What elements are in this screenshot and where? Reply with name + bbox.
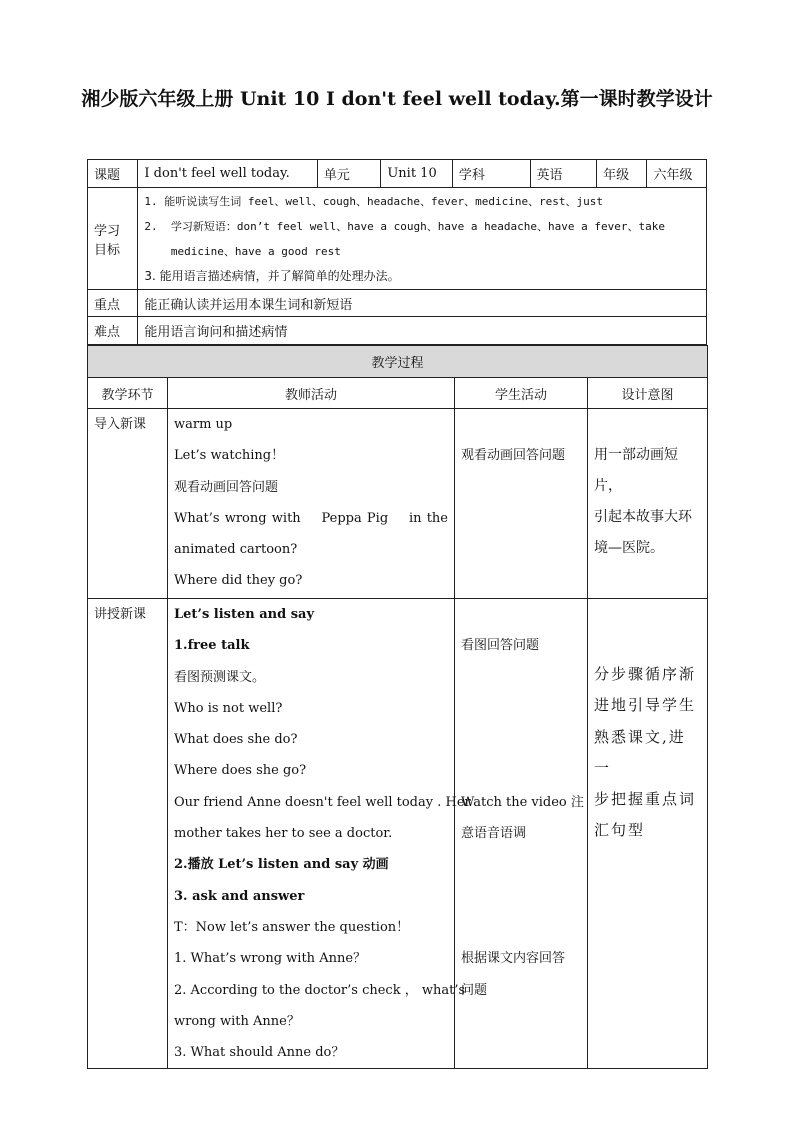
objectives-list bbox=[138, 188, 707, 290]
objective-item: 3. 能用语言描述病情，并了解简单的处理办法。 bbox=[144, 268, 400, 283]
objectives-label-line: 目标 bbox=[94, 242, 121, 258]
teacher-line: T：Now let’s answer the question！ bbox=[174, 919, 410, 935]
subject-value: 英语 bbox=[530, 160, 597, 188]
teacher-line: 看图预测课文。 bbox=[174, 669, 266, 685]
grade-label: 年级 bbox=[597, 160, 647, 188]
student-line bbox=[461, 503, 581, 534]
teacher-line: 1. What’s wrong with Anne？ bbox=[174, 951, 367, 967]
objectives-label-line: 学习 bbox=[94, 223, 121, 239]
student-line bbox=[461, 724, 581, 755]
stage-cell: 讲授新课 bbox=[88, 599, 168, 1069]
intent-line: 用一部动画短片， bbox=[594, 447, 678, 494]
teacher-line: animated cartoon? bbox=[174, 542, 298, 558]
student-line: 观看动画回答问题 bbox=[461, 448, 566, 463]
student-line bbox=[461, 912, 581, 943]
intent-line: 熟悉课文,进一 bbox=[594, 727, 686, 777]
student-line bbox=[461, 662, 581, 693]
teacher-line: wrong with Anne？ bbox=[174, 1013, 300, 1029]
student-line: 看图回答问题 bbox=[461, 638, 540, 654]
teacher-line: 2.播放 Let’s listen and say 动画 bbox=[174, 857, 389, 873]
student-line: 根据课文内容回答 bbox=[461, 951, 566, 967]
intent-line: 分步骤循序渐 bbox=[594, 665, 697, 683]
objective-item: 1. 能听说读写生词 feel、well、cough、headache、fever、medicine、rest、just bbox=[144, 194, 604, 208]
document-title: 湘少版六年级上册 Unit 10 I don't feel well today.第一课时教学设计 bbox=[81, 88, 713, 110]
objective-item: 2. 学习新短语：don’t feel well、have a cough、have a headache、have a fever、take bbox=[144, 219, 666, 233]
student-line: Watch the video 注 bbox=[461, 794, 584, 810]
process-header: 教学过程 bbox=[88, 346, 708, 378]
student-line: 问题 bbox=[461, 982, 488, 998]
table-row bbox=[88, 599, 708, 1069]
col-student-header: 学生活动 bbox=[455, 378, 588, 409]
teacher-line: 3. What should Anne do？ bbox=[174, 1045, 345, 1061]
intent-cell bbox=[588, 409, 708, 599]
teacher-line: What does she do? bbox=[174, 732, 298, 748]
teacher-line: 1.free talk bbox=[174, 638, 250, 654]
info-table bbox=[87, 159, 707, 345]
teacher-line: 3. ask and answer bbox=[174, 888, 305, 904]
teacher-line: Let’s listen and say bbox=[174, 607, 315, 622]
objectives-label bbox=[88, 188, 138, 290]
student-line bbox=[461, 599, 581, 630]
key-label: 重点 bbox=[88, 290, 138, 317]
intent-line: 境—医院。 bbox=[594, 540, 664, 556]
stage-cell: 导入新课 bbox=[88, 409, 168, 599]
objective-item: medicine、have a good rest bbox=[144, 244, 341, 258]
intent-line: 进地引导学生 bbox=[594, 696, 697, 715]
student-line: 意语音语调 bbox=[461, 826, 527, 842]
teacher-line: 2. According to the doctor’s check ， what’s bbox=[174, 982, 466, 998]
student-line bbox=[461, 849, 581, 880]
process-table bbox=[87, 345, 708, 1069]
teacher-line: mother takes her to see a doctor. bbox=[174, 826, 393, 842]
col-teacher-header: 教师活动 bbox=[168, 378, 455, 409]
col-stage-header: 教学环节 bbox=[88, 378, 168, 409]
student-activity-cell bbox=[455, 599, 588, 1069]
grade-value: 六年级 bbox=[647, 160, 707, 188]
student-line bbox=[461, 693, 581, 724]
student-line bbox=[461, 755, 581, 786]
difficult-value: 能用语言询问和描述病情 bbox=[138, 317, 707, 345]
subject-label: 学科 bbox=[452, 160, 530, 188]
teacher-activity-cell bbox=[168, 599, 471, 1069]
student-line bbox=[461, 534, 581, 565]
intent-line: 引起本故事大环 bbox=[594, 509, 692, 525]
teacher-line: Where did they go? bbox=[174, 573, 303, 589]
table-row bbox=[88, 409, 708, 599]
key-value: 能正确认读并运用本课生词和新短语 bbox=[138, 290, 707, 317]
teacher-line: 观看动画回答问题 bbox=[174, 479, 279, 495]
unit-value: Unit 10 bbox=[381, 160, 453, 188]
teacher-line: Let’s watching！ bbox=[174, 448, 285, 464]
student-line bbox=[461, 471, 581, 502]
student-activity-cell bbox=[455, 409, 588, 599]
intent-line: 步把握重点词 bbox=[594, 790, 697, 809]
teacher-line: Our friend Anne doesn't feel well today . Her bbox=[174, 794, 471, 810]
intent-line: 汇句型 bbox=[594, 821, 646, 840]
teacher-line: warm up bbox=[174, 417, 233, 432]
col-intent-header: 设计意图 bbox=[588, 378, 708, 409]
teacher-activity-cell bbox=[168, 409, 455, 599]
intent-cell bbox=[588, 599, 708, 1069]
difficult-label: 难点 bbox=[88, 317, 138, 345]
teacher-line: Who is not well? bbox=[174, 700, 283, 716]
unit-label: 单元 bbox=[317, 160, 381, 188]
teacher-line: Where does she go? bbox=[174, 763, 307, 779]
student-line bbox=[461, 881, 581, 912]
topic-value: I don't feel well today. bbox=[138, 160, 317, 188]
topic-label: 课题 bbox=[88, 160, 138, 188]
teacher-line: What’s wrong with Peppa Pig in the bbox=[174, 510, 448, 526]
